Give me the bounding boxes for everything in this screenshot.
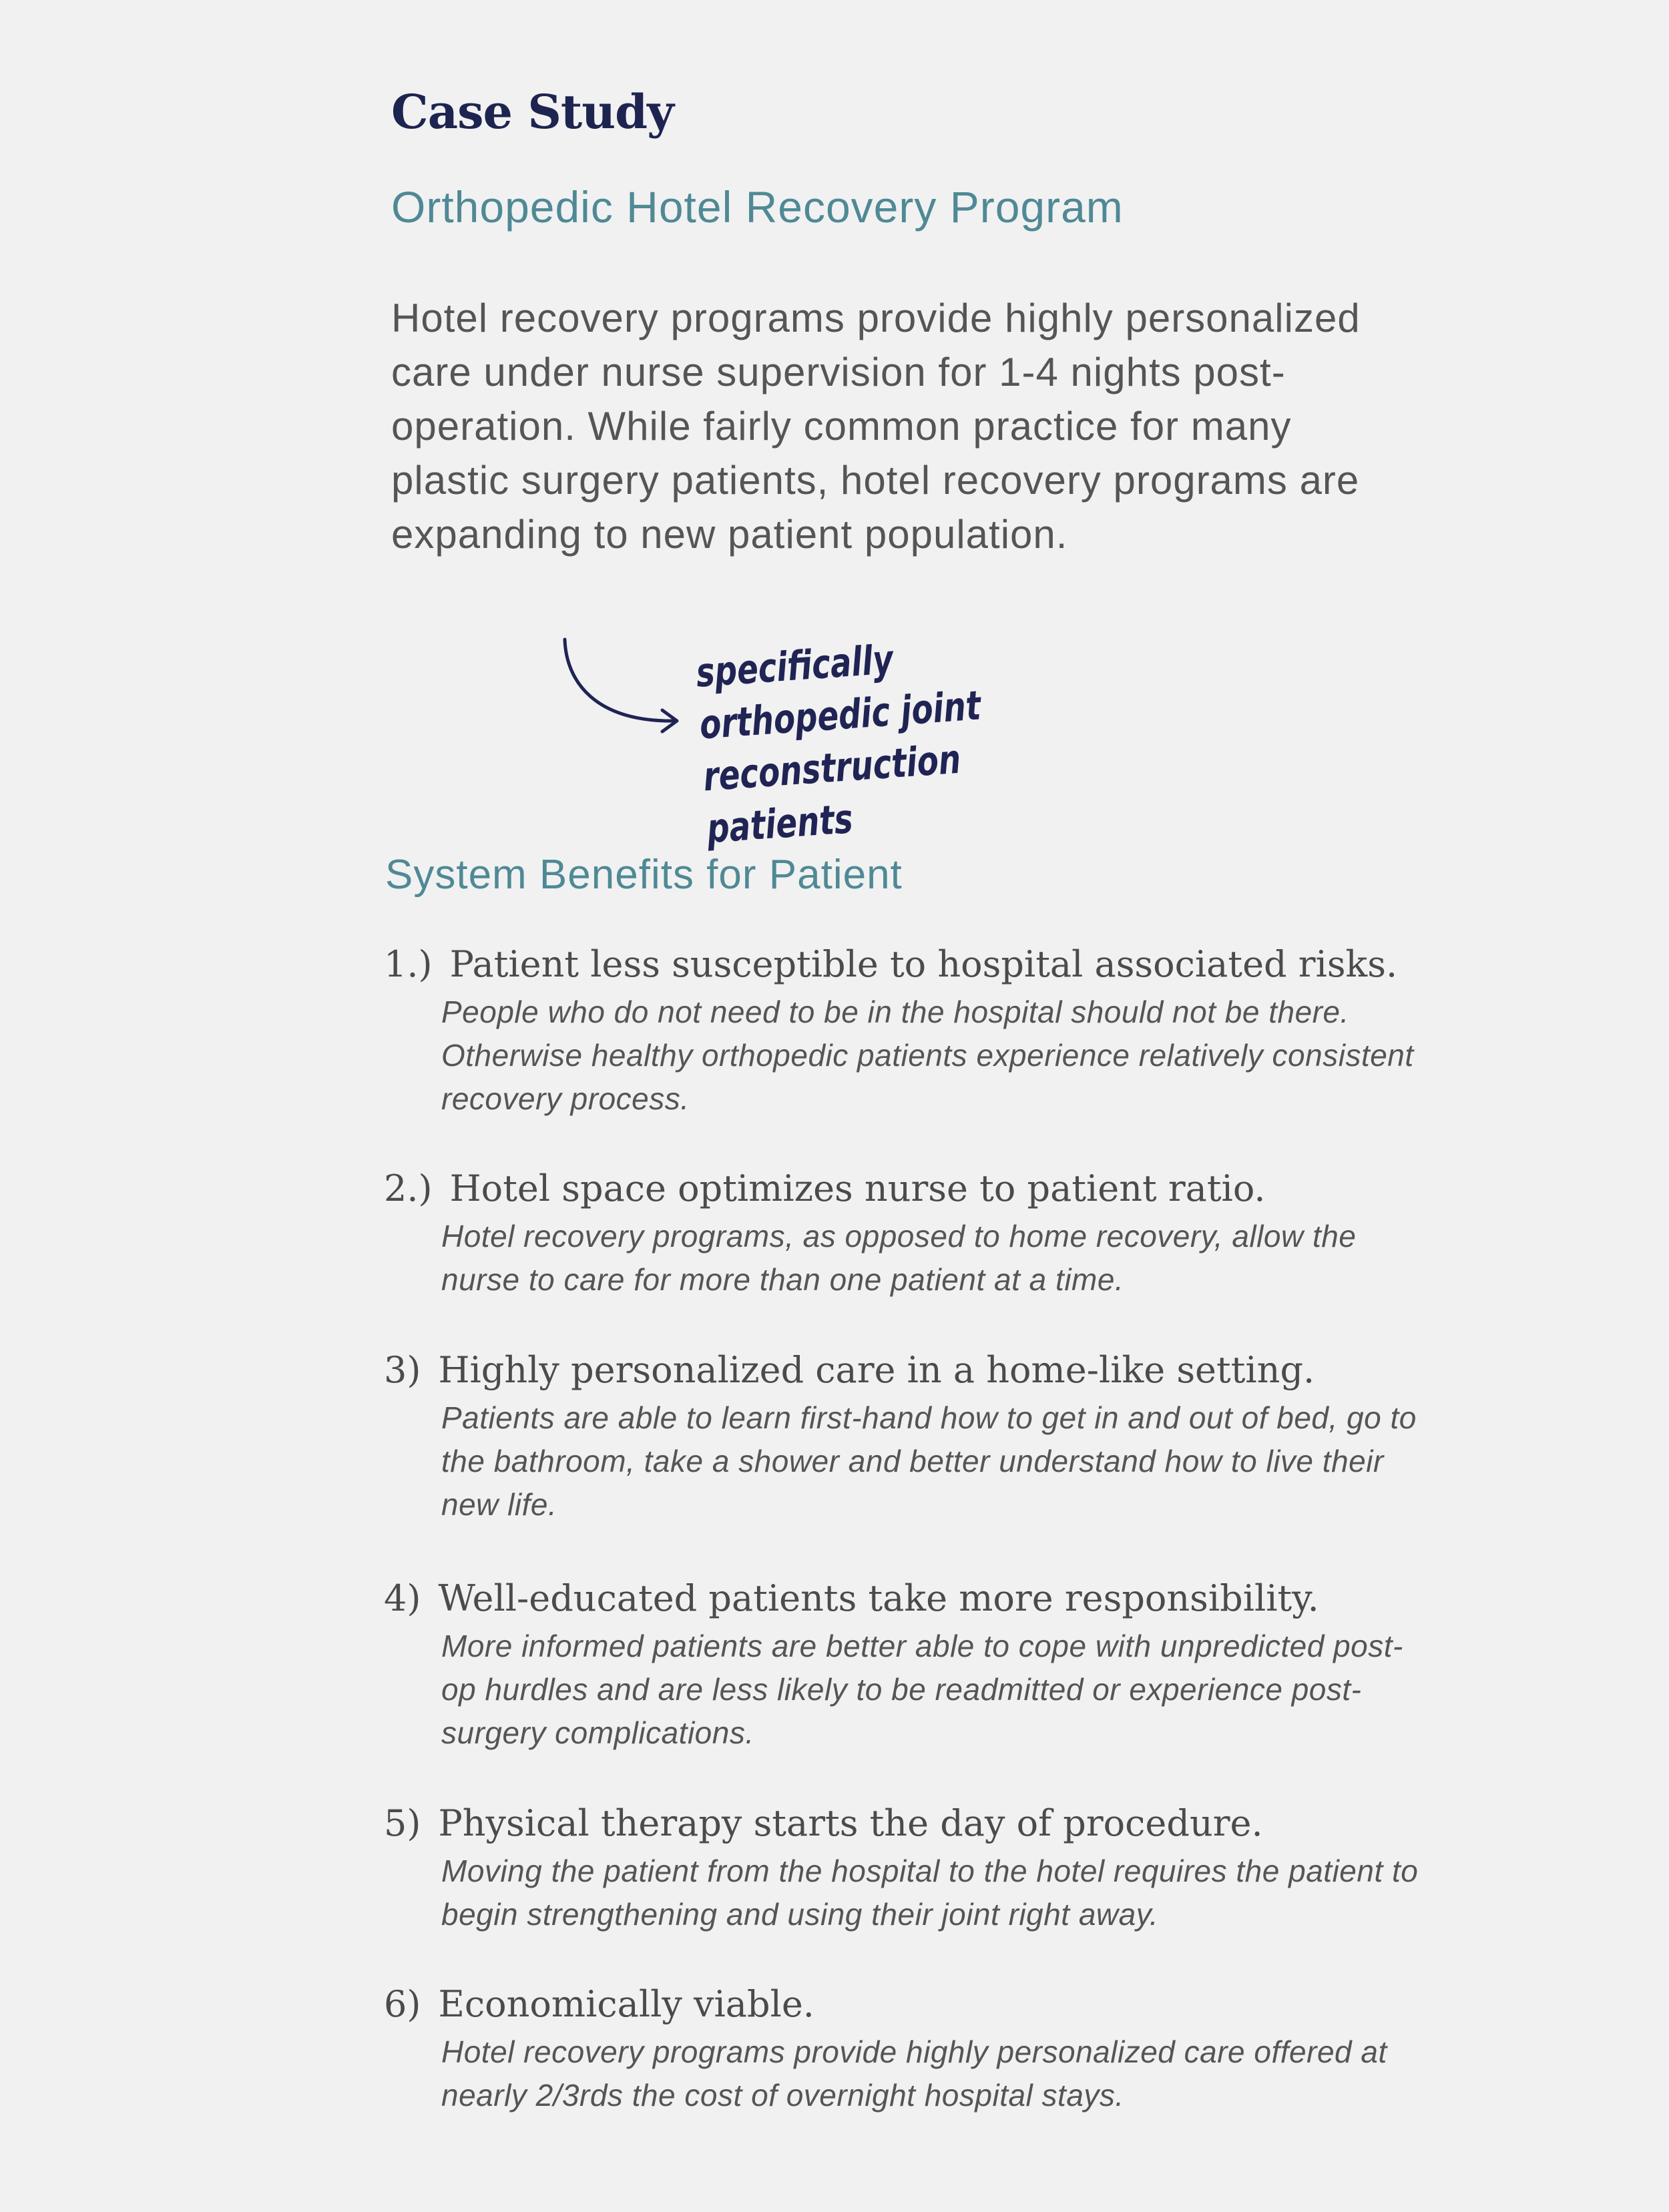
benefit-title	[384, 1347, 1425, 1394]
benefit-title-text: Hotel space optimizes nurse to patient ratio.	[449, 1167, 1266, 1209]
benefit-number: 6)	[384, 1983, 421, 2025]
benefit-item	[384, 1575, 1425, 1755]
benefit-item	[384, 1347, 1425, 1527]
intro-paragraph: Hotel recovery programs provide highly personalized care under nurse supervision for 1-4 nights post-operation. While fairly common practice for many plastic surgery patients, hotel recovery programs are expanding to new patient population.	[391, 296, 1361, 557]
benefit-description: Hotel recovery programs, as opposed to home recovery, allow the nurse to care for more than one patient at a time.	[441, 1219, 1357, 1297]
benefit-description: People who do not need to be in the hospital should not be there. Otherwise healthy orthopedic patients experience relatively consistent recovery process.	[441, 995, 1414, 1116]
benefit-item	[384, 941, 1425, 1121]
annotation-line-2: reconstruction patients	[702, 736, 963, 853]
handwritten-annotation	[694, 620, 1104, 856]
benefit-number: 2.)	[384, 1167, 433, 1209]
benefit-number: 3)	[384, 1349, 421, 1391]
benefit-item	[384, 1165, 1425, 1302]
section-heading: System Benefits for Patient	[385, 852, 903, 898]
benefit-title-text: Physical therapy starts the day of procedure.	[438, 1802, 1263, 1844]
benefit-title	[384, 1800, 1425, 1847]
benefit-item	[384, 1981, 1425, 2117]
benefit-description: Hotel recovery programs provide highly personalized care offered at nearly 2/3rds the cost of overnight hospital stays.	[441, 2034, 1387, 2113]
benefit-title	[384, 1165, 1425, 1212]
benefit-number: 5)	[384, 1802, 421, 1844]
benefit-number: 4)	[384, 1577, 421, 1619]
benefit-title	[384, 1575, 1425, 1622]
benefit-description: More informed patients are better able to cope with unpredicted post-op hurdles and are less likely to be readmitted or experience post-surgery complications.	[441, 1629, 1403, 1750]
benefit-item	[384, 1800, 1425, 1936]
page-title: Case Study	[391, 84, 674, 140]
benefit-number: 1.)	[384, 943, 433, 985]
benefit-description: Patients are able to learn first-hand how to get in and out of bed, go to the bathroom, take a shower and better understand how to live their new life.	[441, 1400, 1417, 1522]
benefit-title-text: Highly personalized care in a home-like setting.	[438, 1349, 1315, 1391]
benefit-title-text: Well-educated patients take more responsibility.	[438, 1577, 1319, 1619]
annotation-line-1: specifically orthopedic joint	[694, 636, 983, 749]
benefit-title	[384, 1981, 1425, 2028]
benefit-title-text: Economically viable.	[438, 1983, 814, 2025]
benefit-description: Moving the patient from the hospital to the hotel requires the patient to begin strengthening and using their joint right away.	[441, 1854, 1419, 1932]
curved-arrow-icon	[554, 634, 688, 734]
benefit-title-text: Patient less susceptible to hospital associated risks.	[449, 943, 1398, 985]
page-subtitle: Orthopedic Hotel Recovery Program	[391, 182, 1124, 232]
benefit-title	[384, 941, 1425, 988]
